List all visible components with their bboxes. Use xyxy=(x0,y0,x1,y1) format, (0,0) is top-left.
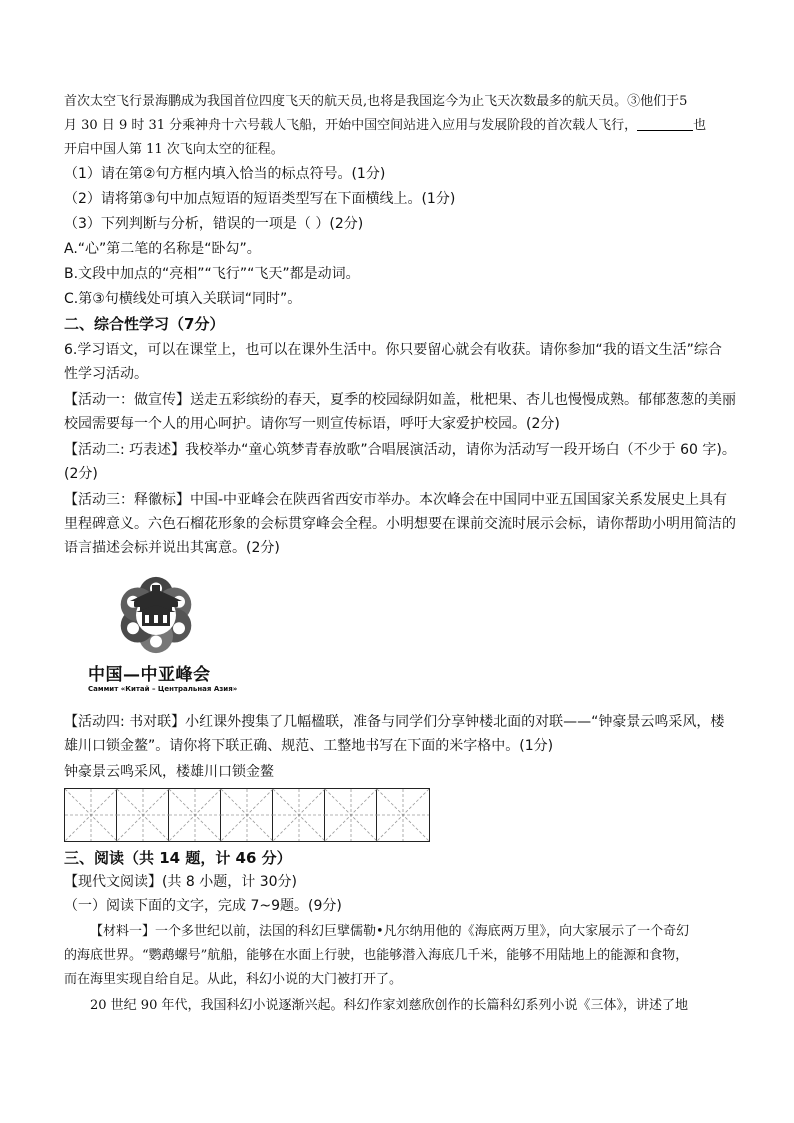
activity-2-line-2: (2分) xyxy=(64,466,98,482)
grid-cell[interactable] xyxy=(221,789,273,841)
question-3: （3）下列判断与分析，错误的一项是（ ）(2分) xyxy=(64,216,364,232)
grid-cell[interactable] xyxy=(65,789,117,841)
text-line-1: 首次太空飞行景海鹏成为我国首位四度飞天的航天员,也将是我国迄今为止飞天次数最多的航天员。③他们于5 xyxy=(64,94,688,109)
writing-grid[interactable] xyxy=(64,788,430,842)
activity-2-line-1: 【活动二: 巧表述】我校举办“童心筑梦青春放歌”合唱展演活动，请你为活动写一段开场白（不少于 60 字)。 xyxy=(64,442,736,458)
grid-cell[interactable] xyxy=(117,789,169,841)
text-line-3: 开启中国人第 11 次飞向太空的征程。 xyxy=(64,142,284,157)
grid-cell[interactable] xyxy=(273,789,325,841)
text-line-2 xyxy=(64,116,706,136)
reading-instruction: （一）阅读下面的文字，完成 7~9题。(9分) xyxy=(64,898,342,914)
section-heading-3: 三、阅读（共 14 题，计 46 分） xyxy=(64,849,292,867)
text-line-2-content: 月 30 日 9 时 31 分乘神舟十六号载人飞船，开始中国空间站进入应用与发展阶段的首次载人飞行， xyxy=(64,118,638,133)
activity-1-line-1: 【活动一：做宣传】送走五彩缤纷的春天，夏季的校园绿阴如盖，枇杷果、杏儿也慢慢成熟。郁郁葱葱的美丽 xyxy=(64,392,736,408)
grid-cell[interactable] xyxy=(169,789,221,841)
logo-petal-hole xyxy=(127,622,139,634)
text-line-2-tail: 也 xyxy=(693,118,707,133)
modern-reading-heading: 【现代文阅读】(共 8 小题，计 30分) xyxy=(64,874,297,890)
couplet-text: 钟豪景云鸣采风，楼雄川口锁金鳌 xyxy=(64,764,274,780)
section-heading-2: 二、综合性学习（7分） xyxy=(64,315,225,333)
summit-logo-title-ru: Саммит «Китай – Центральная Азия» xyxy=(88,685,238,693)
material-1-line-1: 【材料一】一个多世纪以前，法国的科幻巨擘儒勒•凡尔纳用他的《海底两万里》，向大家展示了一个奇幻 xyxy=(90,924,690,939)
summit-logo-title-cn: 中国—中亚峰会 xyxy=(88,665,211,685)
option-b: B.文段中加点的“亮相”“飞行”“飞天”都是动词。 xyxy=(64,266,360,282)
logo-petal-hole xyxy=(150,636,162,648)
material-1-line-4: 20 世纪 90 年代，我国科幻小说逐渐兴起。科幻作家刘慈欣创作的长篇科幻系列小说《三体》，讲述了地 xyxy=(90,998,688,1013)
activity-4-line-1: 【活动四: 书对联】小红课外搜集了几幅楹联，准备与同学们分享钟楼北面的对联——“钟豪景云鸣采风，楼 xyxy=(64,714,725,730)
question-2: （2）请将第③句中加点短语的短语类型写在下面横线上。(1分) xyxy=(64,191,456,207)
option-c: C.第③句横线处可填入关联词“同时”。 xyxy=(64,291,302,307)
activity-3-line-2: 里程碑意义。六色石榴花形象的会标贯穿峰会全程。小明想要在课前交流时展示会标，请你帮助小明用简洁的 xyxy=(64,516,736,532)
option-a: A.“心”第二笔的名称是“卧勾”。 xyxy=(64,241,261,257)
material-1-line-2: 的海底世界。“鹦鹉螺号”航船，能够在水面上行驶，也能够潜入海底几千米，能够不用陆地上的能源和食物， xyxy=(64,948,689,963)
question-6-line-1: 6.学习语文，可以在课堂上，也可以在课外生活中。你只要留心就会有收获。请你参加“我的语文生活”综合 xyxy=(64,342,722,358)
activity-3-line-3: 语言描述会标并说出其寓意。(2分) xyxy=(64,540,280,556)
grid-cell[interactable] xyxy=(325,789,377,841)
question-1: （1）请在第②句方框内填入恰当的标点符号。(1分) xyxy=(64,166,386,182)
activity-4-line-2: 雄川口锁金鳌”。请你将下联正确、规范、工整地书写在下面的米字格中。(1分) xyxy=(64,738,554,754)
material-1-line-3: 而在海里实现自给自足。从此，科幻小说的大门被打开了。 xyxy=(64,972,403,987)
activity-3-line-1: 【活动三：释徽标】中国-中亚峰会在陕西省西安市举办。本次峰会在中国同中亚五国国家关系发展史上具有 xyxy=(64,492,728,508)
question-6-line-2: 性学习活动。 xyxy=(64,366,148,382)
logo-petal-hole xyxy=(173,622,185,634)
grid-cell[interactable] xyxy=(377,789,429,841)
answer-blank[interactable] xyxy=(637,116,693,131)
activity-1-line-2: 校园需要每一个人的用心呵护。请你写一则宣传标语，呼吁大家爱护校园。(2分) xyxy=(64,416,560,432)
